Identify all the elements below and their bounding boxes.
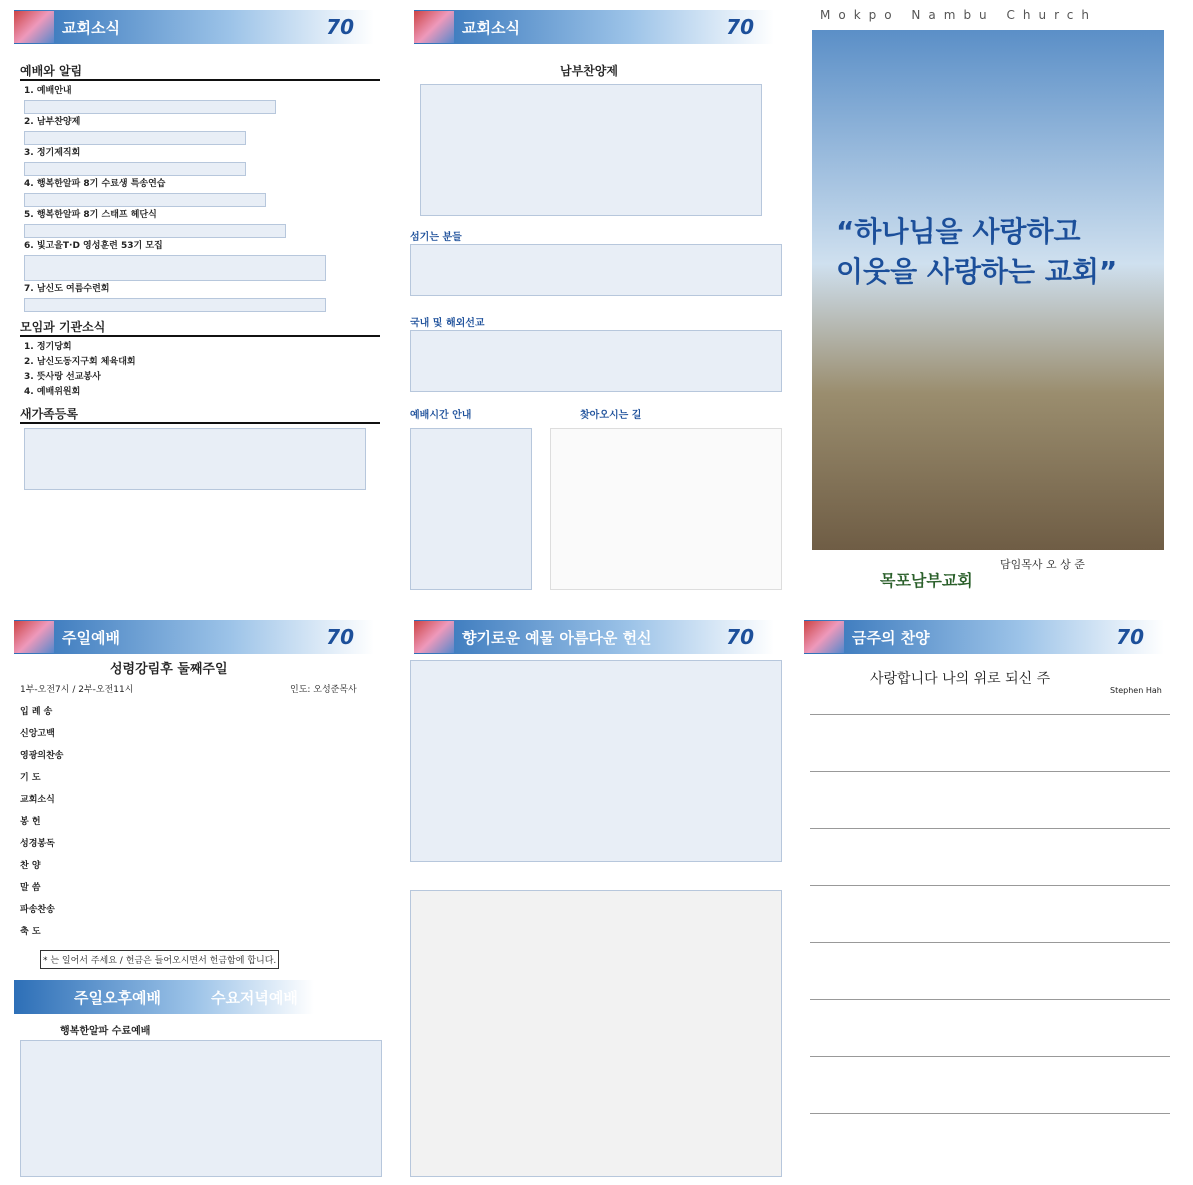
panel-offering <box>400 610 800 1185</box>
afternoon-order <box>20 1040 382 1177</box>
section-title: 예배시간 안내 <box>410 410 472 421</box>
panel-church-news-2 <box>400 0 800 590</box>
order-item: 영광의찬송 <box>20 751 64 761</box>
church-name-en: Mokpo Nambu Church <box>820 8 1097 22</box>
text-block <box>24 255 326 281</box>
list-item: 3. 뜻사랑 선교봉사 <box>24 372 101 382</box>
order-item: 봉 헌 <box>20 817 41 827</box>
order-item: 신앙고백 <box>20 729 55 739</box>
list-item: 3. 정기제직회 <box>24 148 81 158</box>
anniversary-logo: 70 <box>726 625 754 649</box>
section-header <box>804 620 1164 654</box>
sheet-music <box>810 700 1170 1170</box>
song-title: 사랑합니다 나의 위로 되신 주 <box>870 671 1051 687</box>
order-item: 찬 양 <box>20 861 41 871</box>
anniversary-logo: 70 <box>1116 625 1144 649</box>
list-item: 4. 예배위원회 <box>24 387 81 397</box>
section-title: 국내 및 해외선교 <box>410 318 485 329</box>
order-item: 입 례 송 <box>20 707 53 717</box>
header-title: 주일오후예배 <box>74 988 161 1007</box>
section-header <box>14 10 374 44</box>
offering-list <box>410 660 782 862</box>
section-header <box>14 980 314 1014</box>
staff-list <box>410 244 782 296</box>
header-photo <box>804 621 844 653</box>
header-title: 교회소식 <box>62 18 120 37</box>
worship-title: 성령강림후 둘째주일 <box>110 662 228 677</box>
list-item: 1. 예배안내 <box>24 86 72 96</box>
service-title: 행복한알파 수료예배 <box>60 1026 151 1037</box>
text-block <box>24 193 266 207</box>
order-item: 축 도 <box>20 927 41 937</box>
notice: * 는 일어서 주세요 / 헌금은 들어오시면서 헌금함에 합니다. <box>40 950 279 969</box>
text-block <box>24 162 246 176</box>
section-title: 섬기는 분들 <box>410 232 462 243</box>
header-photo <box>14 621 54 653</box>
panel-sunday-worship <box>0 610 400 1185</box>
service-duty-table <box>410 890 782 1177</box>
header-title: 수요저녁예배 <box>210 988 298 1007</box>
list-item: 7. 남신도 여름수련회 <box>24 284 110 294</box>
section-title: 찾아오시는 길 <box>580 410 642 421</box>
service-time-table <box>410 428 532 590</box>
list-item: 1. 정기당회 <box>24 342 72 352</box>
list-item: 2. 남신도동지구회 체육대회 <box>24 357 136 367</box>
anniversary-logo: 70 <box>726 15 754 39</box>
order-item: 교회소식 <box>20 795 55 805</box>
composer: Stephen Hah <box>1110 686 1162 695</box>
list-item: 4. 행복한알파 8기 수료생 특송연습 <box>24 179 166 189</box>
order-item: 성경봉독 <box>20 839 55 849</box>
section-header <box>414 10 774 44</box>
list-item: 2. 남부찬양제 <box>24 117 81 127</box>
order-item: 기 도 <box>20 773 41 783</box>
section-header <box>414 620 774 654</box>
header-title: 금주의 찬양 <box>852 628 930 647</box>
header-photo <box>414 11 454 43</box>
mission-list <box>410 330 782 392</box>
order-item: 말 씀 <box>20 883 41 893</box>
section-header <box>14 620 374 654</box>
slogan <box>836 210 1117 290</box>
pastor-name: 담임목사 오 상 준 <box>1000 558 1085 571</box>
registration-table <box>24 428 366 490</box>
anniversary-logo: 70 <box>326 625 354 649</box>
worship-leader: 인도: 오성준목사 <box>290 685 357 695</box>
worship-time: 1부-오전7시 / 2부-오전11시 <box>20 685 134 695</box>
event-details <box>420 84 762 216</box>
text-block <box>24 131 246 145</box>
panel-hymn <box>790 610 1193 1185</box>
cover-photo <box>812 30 1164 550</box>
church-name: 목포남부교회 <box>880 571 973 590</box>
order-item: 파송찬송 <box>20 905 55 915</box>
anniversary-logo: 70 <box>326 15 354 39</box>
section-title: 모임과 기관소식 <box>20 318 380 337</box>
text-block <box>24 298 326 312</box>
panel-church-news-1 <box>0 0 400 590</box>
header-photo <box>414 621 454 653</box>
list-item: 6. 빛고을T·D 영성훈련 53기 모집 <box>24 241 163 251</box>
location-map <box>550 428 782 590</box>
section-title: 예배와 알림 <box>20 62 380 81</box>
header-title: 교회소식 <box>462 18 520 37</box>
list-item: 5. 행복한알파 8기 스태프 헤단식 <box>24 210 157 220</box>
slogan-line-1: “하나님을 사랑하고 <box>836 215 1081 248</box>
slogan-line-2: 이웃을 사랑하는 교회” <box>836 255 1118 288</box>
text-block <box>24 224 286 238</box>
text-block <box>24 100 276 114</box>
header-title: 주일예배 <box>62 628 120 647</box>
event-title: 남부찬양제 <box>560 64 618 78</box>
section-title: 새가족등록 <box>20 405 380 424</box>
header-photo <box>14 11 54 43</box>
header-title: 향기로운 예물 아름다운 헌신 <box>462 628 652 647</box>
